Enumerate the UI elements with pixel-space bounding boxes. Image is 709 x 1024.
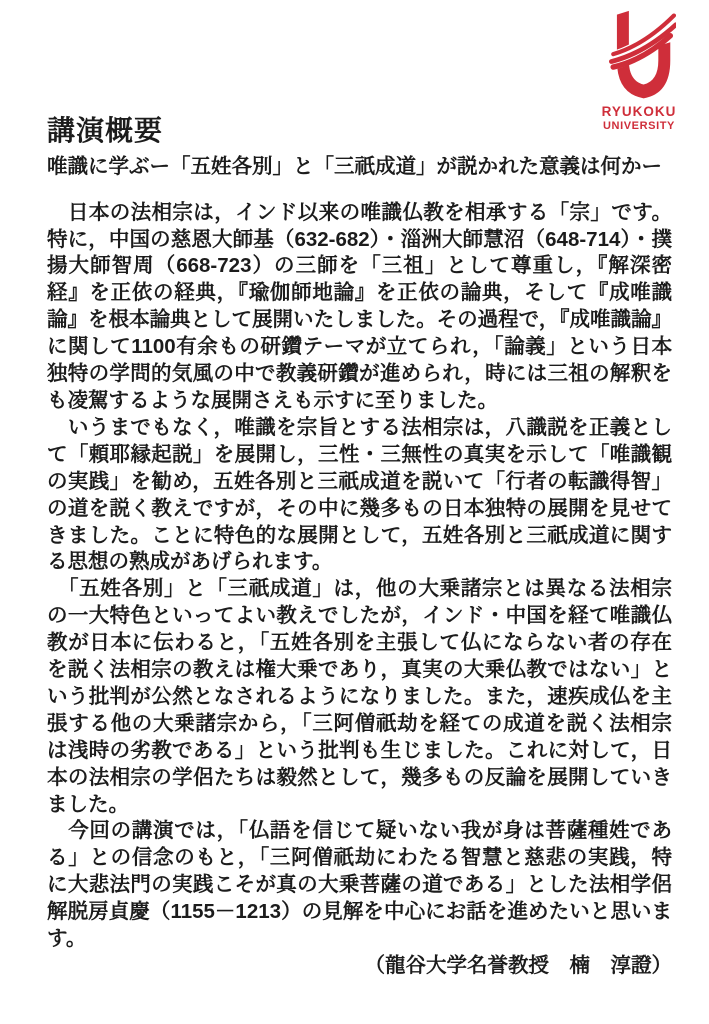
abstract-paragraph-2: いうまでもなく，唯識を宗旨とする法相宗は，八識説を正義として「頼耶縁起説」を展開し，三性・三無性の真実を示して「唯識観の実践」を勧め，五姓各別と三祇成道を説いて「行者の転識得智」の道を説く教えですが，その中に幾多もの日本独特の展開を見せてきました。ことに特色的な展開として，五姓各別と三祇成道に関する思想の熟成があげられます。 — [47, 415, 672, 574]
logo-brand-name: RYUKOKU — [601, 104, 677, 119]
abstract-paragraph-4: 今回の講演では，「仏語を信じて疑いない我が身は菩薩種姓である」との信念のもと，「三阿僧祇劫にわたる智慧と慈悲の実践，特に大悲法門の実践こそが真の大乗菩薩の道である」とした法相学侶 解脱房貞慶（1155－1213）の見解を中心にお話を進めたいと思います。 — [47, 819, 693, 951]
ryukoku-logo-mark — [602, 10, 676, 102]
abstract-paragraph-1: 日本の法相宗は，インド以来の唯識仏教を相承する「宗」です。特に，中国の慈恩大師基（632-682）・淄洲大師慧沼（648-714）・撲揚大師智周（668-723）の三師を「三祖」として尊重し，『解深密経』を正依の経典，『瑜伽師地論』を正依の論典，そして『成唯識論』を根本論典として展開いたしました。その過程で，『成唯識論』に関して1100有余もの研鑽テーマが立てられ，「論義」という日本独特の学問的気風の中で教義研鑽が進められ，時には三祖の解釈をも凌駕するような展開さえも示すに至りました。 — [47, 200, 672, 412]
document-content — [47, 113, 693, 980]
lecture-subtitle: 唯識に学ぶー「五姓各別」と「三祇成道」が説かれた意義は何かー — [47, 155, 662, 178]
logo-brand-subname: UNIVERSITY — [602, 119, 675, 132]
author-signature: （龍谷大学名誉教授 楠 淳證） — [364, 954, 672, 978]
lecture-abstract — [47, 200, 693, 980]
abstract-paragraph-3: 「五姓各別」と「三祇成道」は，他の大乗諸宗とは異なる法相宗の一大特色といってよい教えでしたが，インド・中国を経て唯識仏教が日本に伝わると，「五姓各別を主張して仏にならない者の存在を説く法相宗の教えは権大乗であり，真実の大乗仏教ではない」という批判が公然となされるようになりました。また，速疾成仏を主張する他の大乗諸宗から，「三阿僧祇劫を経ての成道を説く法相宗は浅時の劣教である」という批判も生じました。これに対して，日本の法相宗の学侶たちは毅然として，幾多もの反論を展開していきました。 — [47, 577, 672, 816]
page-title: 講演概要 — [47, 115, 164, 146]
